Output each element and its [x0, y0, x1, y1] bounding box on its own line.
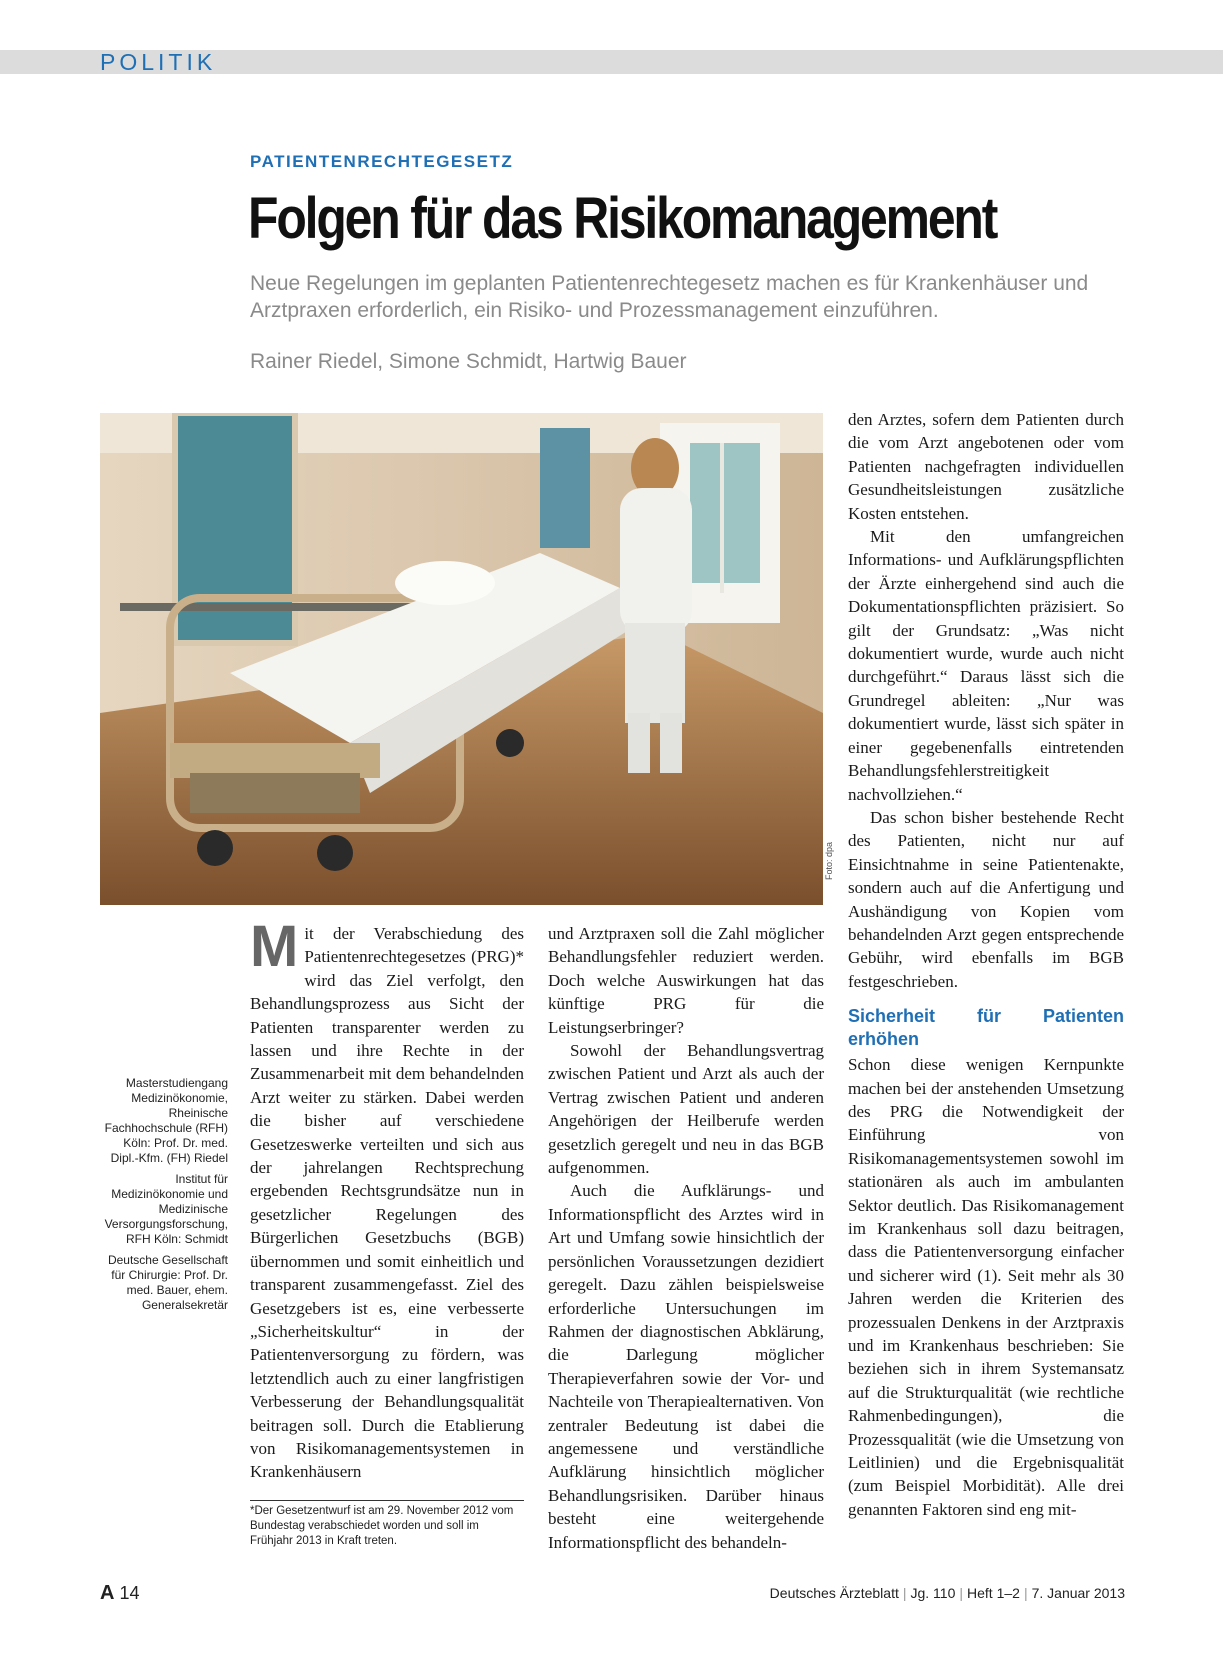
paragraph: it der Verabschiedung des Patientenrechtegesetzes (PRG)* wird das Ziel verfolgt, den Behandlungsprozess aus Sicht der Patienten transparenter werden zu lassen und ihre Rechte in der Zusammenarbeit mit dem behandelnden Arzt weiter zu stärken. Dabei werden die bisher auf verschiedene Gesetzeswerke verteilten und sich aus der jahrelangen Rechtsprechung ergebenden Rechtsgrundsätze nun in gesetzlicher Regelungen des Bürgerlichen Gesetzbuchs (BGB) übernommen und somit einheitlich und transparent zusammengefasst. Ziel des Gesetzgebers ist es, eine verbesserte „Sicherheitskultur“ in der Patientenversorgung zu fördern, was letztendlich auch zu einer langfristigen Verbesserung der Behandlungsqualität beitragen soll. Durch die Etablierung von Risikomanagementsystemen in Krankenhäusern — [250, 924, 524, 1482]
article-lead: Neue Regelungen im geplanten Patientenrechtegesetz machen es für Krankenhäuser und Arztpraxen erforderlich, ein Risiko- und Prozessmanagement einzuführen. — [250, 272, 1089, 322]
paragraph: den Arztes, sofern dem Patienten durch die vom Arzt angebotenen oder vom Patienten nachgefragten individuellen Gesundheitsleistungen zusätzliche Kosten entstehen. — [848, 410, 1124, 523]
drop-cap: M — [250, 914, 299, 979]
affiliation-bauer: Deutsche Gesellschaft für Chirurgie: Prof. Dr. med. Bauer, ehem. Generalsekretär — [107, 1253, 228, 1312]
paragraph: Schon diese wenigen Kernpunkte machen bei der anstehenden Umsetzung des PRG die Notwendigkeit der Einführung von Risikomanagementsystemen sowohl im stationären als auch im ambulanten Sektor deutlich. Das Risikomanagement im Krankenhaus soll dazu beitragen, dass die Patientenversorgung einfacher und sicherer wird (1). Seit mehr als 30 Jahren werden die Kriterien des prozessualen Denkens in der Arztpraxis und im Krankenhaus beschrieben: Sie beziehen sich in ihrem Systemansatz auf die Strukturqualität (wie rechtliche Rahmenbedingungen), die Prozessqualität (wie die Umsetzung von Leitlinien) und die Ergebnisqualität (zum Beispiel Morbidität). Alle drei genannten Faktoren sind eng mit- — [848, 1055, 1124, 1519]
section-label: POLITIK — [100, 49, 217, 75]
author-affiliations — [92, 1076, 228, 1319]
article-title: Folgen für das Risikomanagement — [248, 186, 997, 251]
page-number — [100, 1582, 140, 1605]
affiliation-schmidt: Institut für Medizinökonomie und Medizinische Versorgungsforschung, RFH Köln: Schmidt — [104, 1172, 228, 1246]
photo-credit: Foto: dpa — [824, 841, 834, 880]
page-prefix: A — [100, 1582, 115, 1604]
article-authors: Rainer Riedel, Simone Schmidt, Hartwig Bauer — [250, 350, 687, 373]
body-column-1 — [250, 914, 524, 1484]
journal-footer: Deutsches Ärzteblatt | Jg. 110 | Heft 1–2 | 7. Januar 2013 — [769, 1585, 1125, 1601]
body-column-3 — [848, 408, 1124, 1521]
article-kicker: PATIENTENRECHTEGESETZ — [250, 152, 514, 171]
footnote: *Der Gesetzentwurf ist am 29. November 2012 vom Bundestag verabschiedet worden und soll im Frühjahr 2013 in Kraft treten. — [250, 1505, 514, 1547]
affiliation-riedel: Masterstudiengang Medizinökonomie, Rheinische Fachhochschule (RFH) Köln: Prof. Dr. med. Dipl.-Kfm. (FH) Riedel — [104, 1076, 228, 1165]
page-number-value: 14 — [119, 1583, 140, 1603]
paragraph: Auch die Aufklärungs- und Informationspflicht des Arztes wird in Art und Umfang sowie hinsichtlich der persönlichen Voraussetzungen dezidiert geregelt. Dazu zählen beispielsweise erforderliche Untersuchungen im Rahmen der diagnostischen Abklärung, die Darlegung möglicher Therapieverfahren sowie der Vor- und Nachteile von Therapiealternativen. Von zentraler Bedeutung ist dabei die angemessene und verständliche Aufklärung hinsichtlich möglicher Behandlungsrisiken. Darüber hinaus besteht eine weitergehende Informationspflicht des behandeln- — [548, 1181, 824, 1552]
paragraph: und Arztpraxen soll die Zahl möglicher Behandlungsfehler reduziert werden. Doch welche Auswirkungen hat das künftige PRG für die Leistungserbringer? — [548, 924, 824, 1037]
paragraph: Das schon bisher bestehende Recht des Patienten, nicht nur auf Einsichtnahme in seine Patientenakte, sondern auch auf die Anfertigung und Aushändigung von Kopien vom behandelnden Arzt gegen entsprechende Gebühr, wird ebenfalls im BGB festgeschrieben. — [848, 807, 1124, 991]
body-column-2 — [548, 922, 824, 1554]
journal-issue: Heft 1–2 — [967, 1585, 1020, 1601]
section-subheading: Sicherheit für Patienten erhöhen — [848, 1006, 1124, 1050]
hospital-corridor-photo — [100, 413, 823, 905]
footnote-divider — [250, 1500, 524, 1501]
journal-date: 7. Januar 2013 — [1031, 1585, 1125, 1601]
paragraph: Mit den umfangreichen Informations- und Aufklärungspflichten der Ärzte einhergehend sind auch die Dokumentationspflichten präzisiert. So gilt der Grundsatz: „Was nicht dokumentiert wurde, wurde auch nicht durchgeführt.“ Daraus lässt sich die Grundregel ableiten: „Nur was dokumentiert wurde, lässt sich später in einer gegebenenfalls eintretenden Behandlungsfehlerstreitigkeit nachvollziehen.“ — [848, 527, 1124, 804]
paragraph: Sowohl der Behandlungsvertrag zwischen Patient und Arzt als auch der Vertrag zwischen Patient und anderen Angehörigen der Heilberufe werden gesetzlich geregelt und neu in das BGB aufgenommen. — [548, 1041, 824, 1178]
journal-name: Deutsches Ärzteblatt — [769, 1585, 899, 1601]
journal-volume: Jg. 110 — [910, 1585, 956, 1601]
